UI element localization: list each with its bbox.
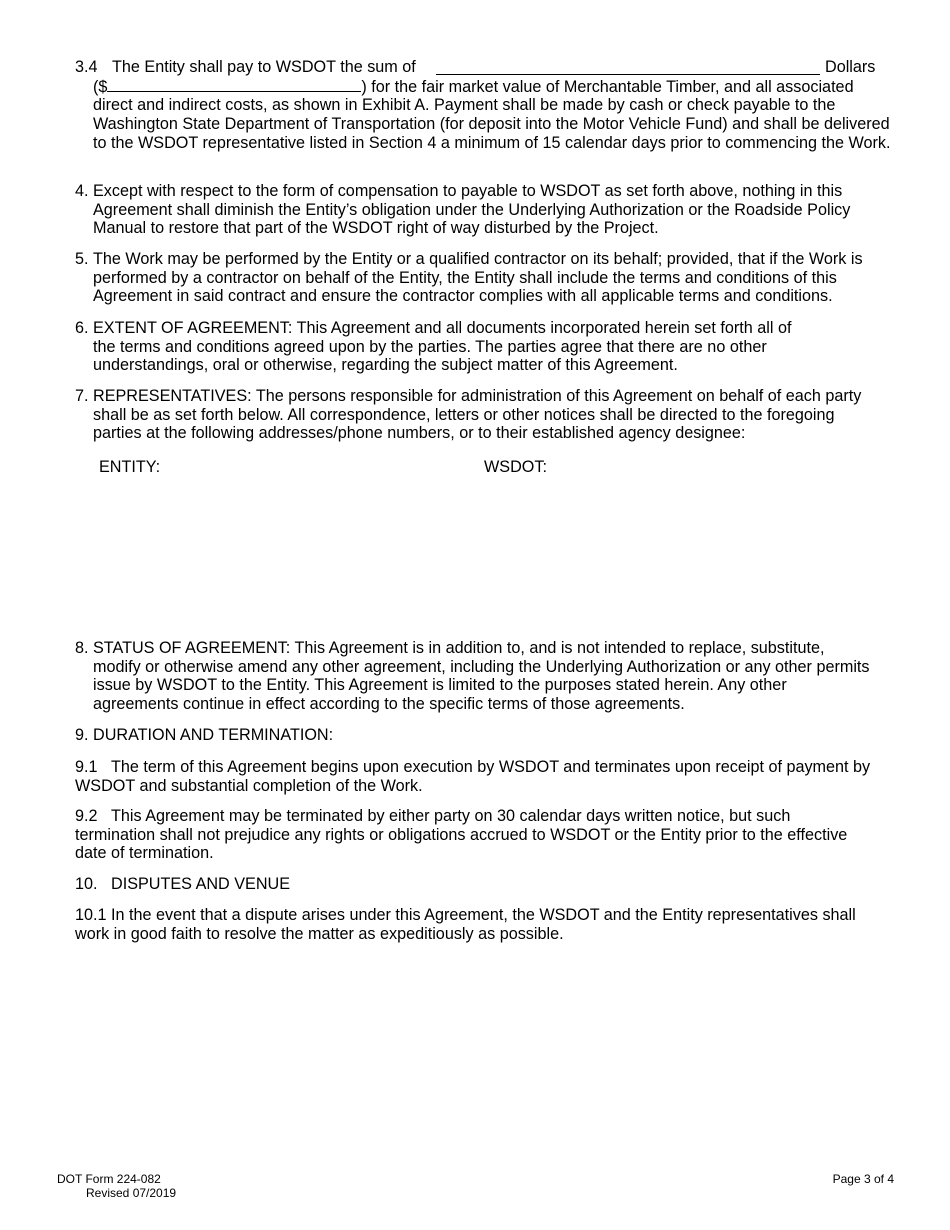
section-10-text: DISPUTES AND VENUE — [111, 875, 291, 893]
section-9-1-text: The term of this Agreement begins upon execution by WSDOT and terminates upon receipt of payment by WSDOT and substantial completion of the Work. — [75, 758, 871, 795]
section-9-2-number: 9.2 — [75, 807, 98, 825]
section-6-text: EXTENT OF AGREEMENT: This Agreement and all documents incorporated herein set forth all of the terms and conditions agreed upon by the parties. The parties agree that there are no other understandings, oral or otherwise, regarding the subject matter of this Agreement. — [93, 319, 792, 375]
section-9 — [75, 726, 897, 745]
section-10-1-paragraph — [75, 906, 875, 943]
section-10-1-text: In the event that a dispute arises under this Agreement, the WSDOT and the Entity representatives shall work in good faith to resolve the matter as expeditiously as possible. — [75, 906, 856, 943]
section-5 — [75, 250, 897, 306]
section-6-number: 6. — [75, 319, 89, 337]
page-number: Page 3 of 4 — [832, 1172, 894, 1186]
section-5-text: The Work may be performed by the Entity or a qualified contractor on its behalf; provided, that if the Work is performed by a contractor on behalf of the Entity, the Entity shall include the terms and conditions of this Agreement in said contract and ensure the contractor complies with all applicable terms and conditions. — [93, 250, 863, 306]
section-3-4-text-rest: ) for the fair market value of Merchantable Timber, and all associated direct and indirect costs, as shown in Exhibit A. Payment shall be made by cash or check payable to the Washington State Department of Transportation (for deposit into the Motor Vehicle Fund) and shall be delivered to the WSDOT representative listed in Section 4 a minimum of 15 calendar days prior to commencing the Work. — [93, 77, 891, 152]
section-3-4-number: 3.4 — [75, 58, 98, 76]
section-7-number: 7. — [75, 387, 89, 405]
section-3-4 — [75, 58, 897, 153]
section-9-1-paragraph — [75, 758, 897, 795]
section-3-4-text-start: The Entity shall pay to WSDOT the sum of — [112, 58, 416, 76]
section-10-1 — [75, 906, 875, 943]
amount-numeric-field[interactable] — [107, 77, 361, 92]
section-10-1-number: 10.1 — [75, 906, 107, 924]
section-3-4-body — [93, 77, 897, 153]
section-7 — [75, 387, 875, 443]
section-3-4-first-line — [75, 58, 897, 77]
section-9-2-text: This Agreement may be terminated by either party on 30 calendar days written notice, but such termination shall not prejudice any rights or obligations accrued to WSDOT or the Entity prior to the effective date of termination. — [75, 807, 848, 863]
section-9-1 — [75, 758, 897, 795]
section-4-text: Except with respect to the form of compensation to payable to WSDOT as set forth above, nothing in this Agreement shall diminish the Entity’s obligation under the Underlying Authorization or the Roadside Policy Manual to restore that part of the WSDOT right of way disturbed by the Project. — [93, 182, 851, 238]
wsdot-representative-label: WSDOT: — [484, 458, 547, 476]
section-8-text: STATUS OF AGREEMENT: This Agreement is in addition to, and is not intended to replace, substitute, modify or otherwise amend any other agreement, including the Underlying Authorization or any other permits issue by WSDOT to the Entity. This Agreement is limited to the purposes stated herein. Any other agreements continue in effect according to the specific terms of those agreements. — [93, 639, 870, 714]
section-7-text: REPRESENTATIVES: The persons responsible for administration of this Agreement on behalf of each party shall be as set forth below. All correspondence, letters or other notices shall be directed to the foregoing parties at the following addresses/phone numbers, or to their established agency designee: — [93, 387, 862, 443]
section-9-text: DURATION AND TERMINATION: — [93, 726, 334, 744]
form-revision-date: Revised 07/2019 — [86, 1186, 177, 1200]
dollars-label: Dollars — [825, 58, 876, 76]
section-4 — [75, 182, 897, 238]
section-5-number: 5. — [75, 250, 89, 268]
section-9-number: 9. — [75, 726, 89, 744]
section-8-number: 8. — [75, 639, 89, 657]
form-number: DOT Form 224-082 — [57, 1172, 161, 1186]
section-9-2 — [75, 807, 855, 863]
section-9-1-number: 9.1 — [75, 758, 98, 776]
entity-representative-label: ENTITY: — [99, 458, 161, 476]
section-10-number: 10. — [75, 875, 98, 893]
section-6 — [75, 319, 815, 375]
section-4-number: 4. — [75, 182, 89, 200]
section-9-2-paragraph — [75, 807, 855, 863]
amount-words-field[interactable] — [436, 60, 820, 75]
section-8 — [75, 639, 875, 714]
section-10 — [75, 875, 897, 894]
form-footer — [57, 1172, 176, 1200]
amount-paren-open: ($ — [93, 77, 108, 96]
